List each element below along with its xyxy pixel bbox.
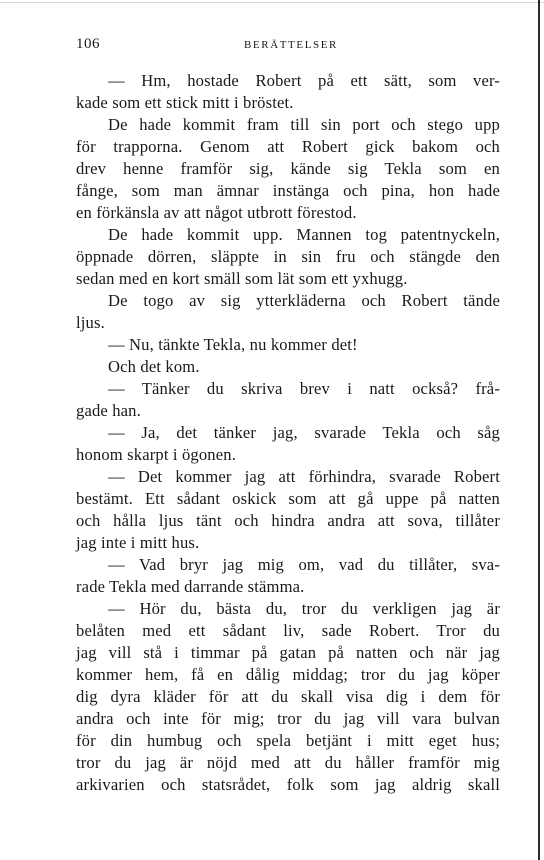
text-line: tror du jag är nöjd med att du håller framför mig: [76, 753, 500, 772]
text-line: och hålla ljus tänt och hindra andra att sova, tillåter: [76, 511, 500, 530]
page-edge: [538, 0, 540, 860]
text-line: De togo av sig ytterkläderna och Robert tände: [108, 291, 500, 310]
text-line: dig dyra kläder för att du skall visa dig i dem för: [76, 687, 500, 706]
text-line: — Hör du, bästa du, tror du verkligen jag är: [108, 599, 500, 618]
text-line: rade Tekla med darrande stämma.: [76, 577, 305, 596]
text-line: — Vad bryr jag mig om, vad du tillåter, sva-: [108, 555, 500, 574]
text-line: gade han.: [76, 401, 141, 420]
text-line: belåten med ett sådant liv, sade Robert. Tror du: [76, 621, 500, 640]
body-text: [76, 70, 500, 796]
text-line: för trapporna. Genom att Robert gick bakom och: [76, 137, 500, 156]
text-line: drev henne framför sig, kände sig Tekla som en: [76, 159, 500, 178]
text-line: jag inte i mitt hus.: [76, 533, 200, 552]
text-line: öppnade dörren, släppte in sin fru och stängde den: [76, 247, 500, 266]
text-line: arkivarien och statsrådet, folk som jag aldrig skall: [76, 775, 500, 794]
text-line: kommer hem, få en dålig middag; tror du jag köper: [76, 665, 500, 684]
page-header: [0, 36, 544, 56]
text-line: De hade kommit fram till sin port och stego upp: [108, 115, 500, 134]
text-line: — Det kommer jag att förhindra, svarade Robert: [108, 467, 500, 486]
text-line: honom skarpt i ögonen.: [76, 445, 237, 464]
text-line: bestämt. Ett sådant oskick som att gå uppe på natten: [76, 489, 500, 508]
text-line: — Nu, tänkte Tekla, nu kommer det!: [108, 335, 358, 354]
text-line: andra och inte för mig; tror du jag vill vara bulvan: [76, 709, 500, 728]
text-line: en förkänsla av att något utbrott förestod.: [76, 203, 357, 222]
text-line: jag vill stå i timmar på gatan på natten och när jag: [76, 643, 500, 662]
text-line: kade som ett stick mitt i bröstet.: [76, 93, 294, 112]
text-line: Och det kom.: [108, 357, 200, 376]
text-line: sedan med en kort smäll som lät som ett yxhugg.: [76, 269, 408, 288]
text-line: ljus.: [76, 313, 105, 332]
text-line: — Hm, hostade Robert på ett sätt, som ver-: [108, 71, 500, 90]
text-line: — Tänker du skriva brev i natt också? frå-: [108, 379, 500, 398]
running-title: BERÄTTELSER: [244, 39, 338, 51]
top-edge-rule: [0, 2, 544, 3]
text-line: De hade kommit upp. Mannen tog patentnyckeln,: [108, 225, 500, 244]
text-line: för din humbug och spela betjänt i mitt eget hus;: [76, 731, 500, 750]
page-number: 106: [76, 36, 100, 52]
text-line: — Ja, det tänker jag, svarade Tekla och såg: [108, 423, 500, 442]
text-line: fånge, som man ämnar instänga och pina, hon hade: [76, 181, 500, 200]
